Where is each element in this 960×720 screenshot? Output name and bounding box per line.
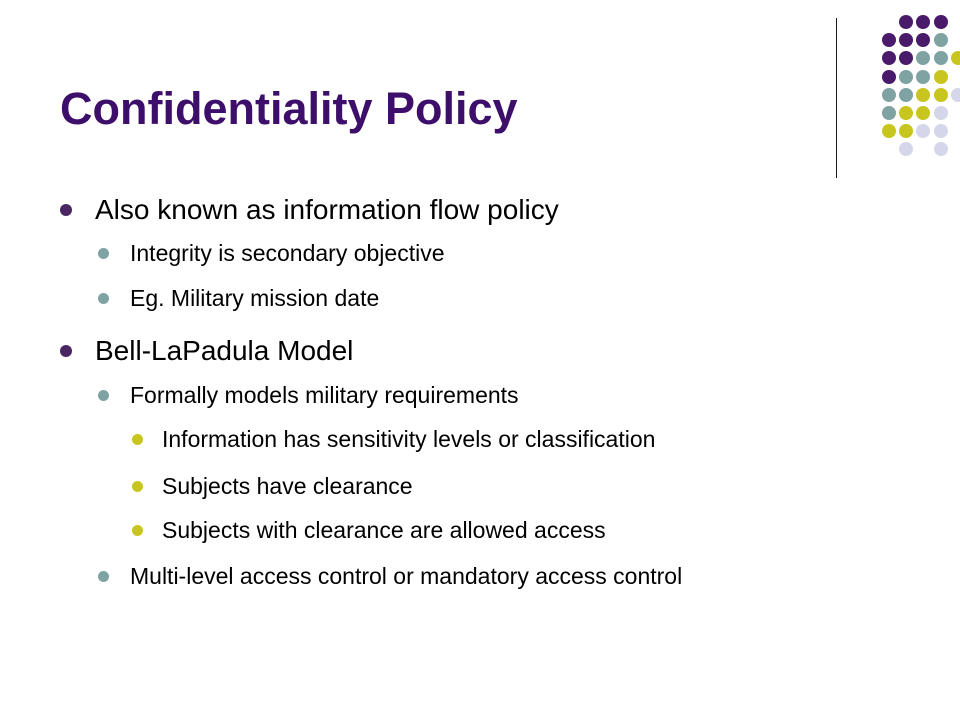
bullet-text: Bell-LaPadula Model (95, 335, 354, 366)
bullet-marker-icon (60, 204, 72, 216)
bullet-marker-icon (60, 345, 72, 357)
slide-title: Confidentiality Policy (60, 83, 518, 134)
bullet-marker-icon (98, 571, 109, 582)
bullet-text: Subjects with clearance are allowed access (162, 517, 606, 543)
bullet-text: Integrity is secondary objective (130, 240, 445, 266)
bullet-marker-icon (132, 434, 143, 445)
bullet-text: Also known as information flow policy (95, 194, 559, 225)
bullet-text: Subjects have clearance (162, 473, 413, 499)
bullet-text: Multi-level access control or mandatory access control (130, 563, 683, 589)
bullet-marker-icon (98, 248, 109, 259)
bullet-marker-icon (98, 390, 109, 401)
bullet-text: Information has sensitivity levels or classification (162, 426, 656, 452)
bullet-marker-icon (132, 525, 143, 536)
bullet-marker-icon (132, 481, 143, 492)
bullet-text: Formally models military requirements (130, 382, 519, 408)
bullet-marker-icon (98, 293, 109, 304)
bullet-text: Eg. Military mission date (130, 285, 380, 311)
